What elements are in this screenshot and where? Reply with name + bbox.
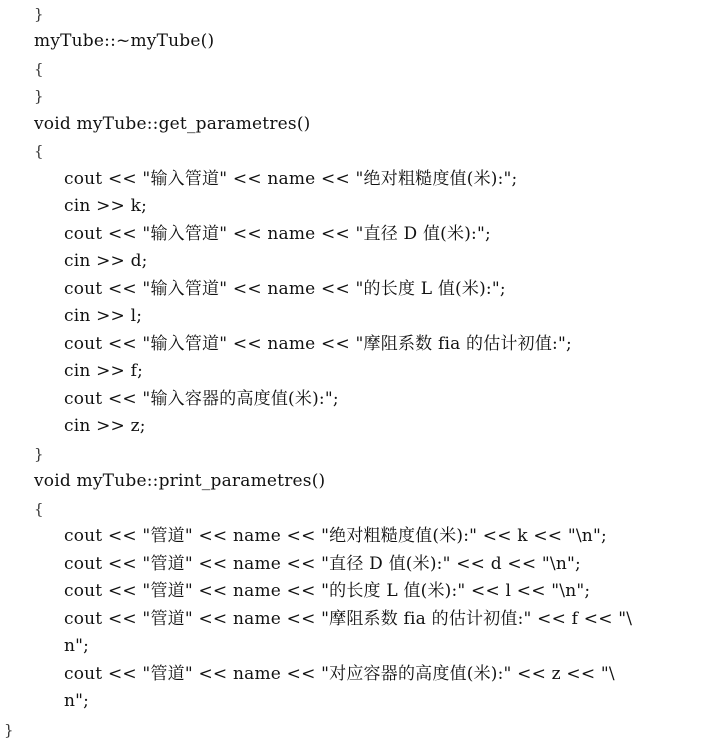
code-line-17: } — [34, 445, 44, 463]
code-line-15: cout << "输入容器的高度值(米):"; — [64, 389, 339, 409]
code-line-16: cin >> z; — [64, 416, 146, 436]
code-line-6: { — [34, 142, 44, 160]
code-line-13: cout << "输入管道" << name << "摩阻系数 fia 的估计初值:"; — [64, 334, 572, 354]
code-line-12: cin >> l; — [64, 306, 143, 326]
code-line-27: } — [4, 721, 14, 739]
code-line-19: { — [34, 500, 44, 518]
code-line-22: cout << "管道" << name << "的长度 L 值(米):" << l << "\n"; — [64, 581, 591, 601]
code-line-23: cout << "管道" << name << "摩阻系数 fia 的估计初值:" << f << "\ — [64, 609, 633, 629]
code-line-3: { — [34, 60, 44, 78]
code-line-20: cout << "管道" << name << "绝对粗糙度值(米):" << k << "\n"; — [64, 526, 607, 546]
code-line-14: cin >> f; — [64, 361, 144, 381]
code-line-7: cout << "输入管道" << name << "绝对粗糙度值(米):"; — [64, 169, 518, 189]
code-line-18: void myTube::print_parametres() — [34, 471, 326, 491]
code-line-2: myTube::~myTube() — [34, 31, 215, 51]
code-line-25: cout << "管道" << name << "对应容器的高度值(米):" << z << "\ — [64, 664, 615, 684]
code-line-8: cin >> k; — [64, 196, 148, 216]
code-line-21: cout << "管道" << name << "直径 D 值(米):" << d << "\n"; — [64, 554, 581, 574]
code-line-26: n"; — [64, 691, 90, 711]
code-line-9: cout << "输入管道" << name << "直径 D 值(米):"; — [64, 224, 491, 244]
code-line-1: } — [34, 5, 44, 23]
code-line-4: } — [34, 87, 44, 105]
code-line-24: n"; — [64, 636, 90, 656]
code-line-11: cout << "输入管道" << name << "的长度 L 值(米):"; — [64, 279, 506, 299]
code-line-5: void myTube::get_parametres() — [34, 114, 311, 134]
code-line-10: cin >> d; — [64, 251, 148, 271]
